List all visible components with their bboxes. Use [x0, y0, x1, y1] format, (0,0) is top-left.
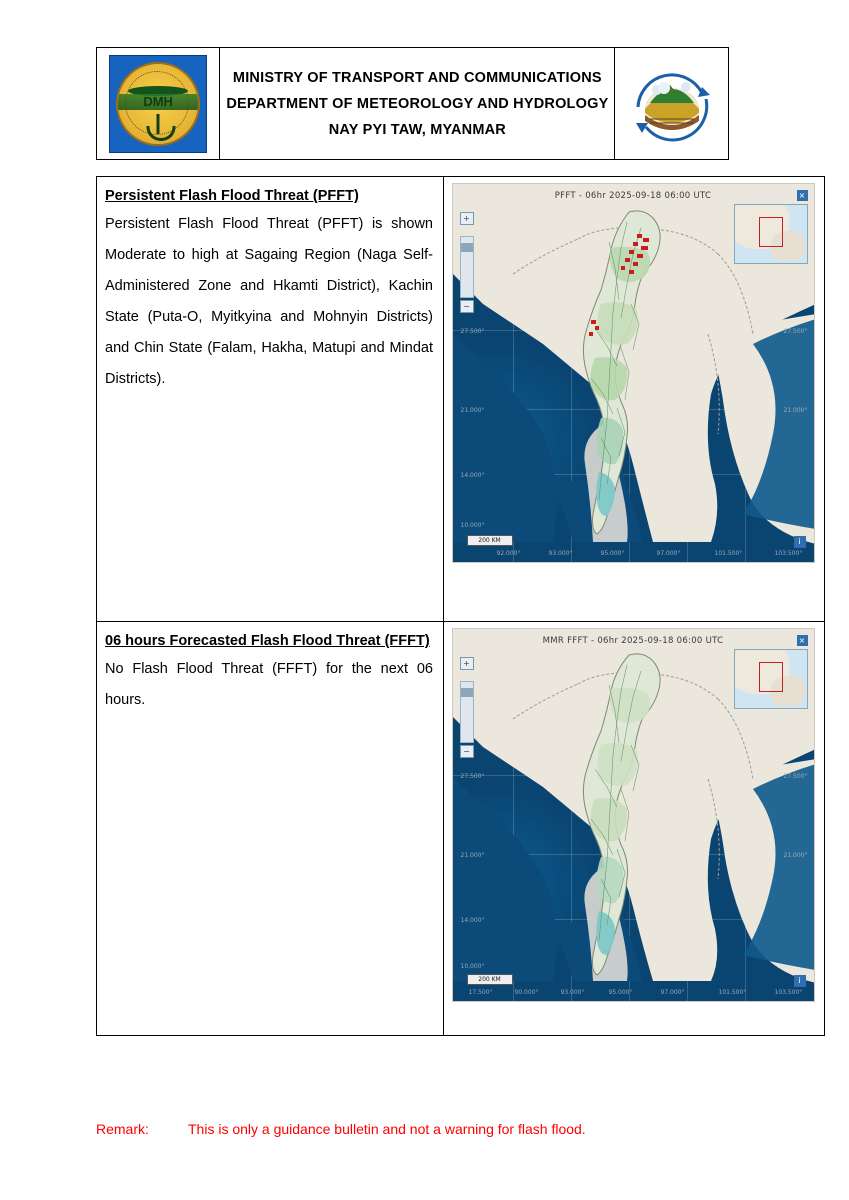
lat-label: 27.500° — [460, 773, 485, 780]
dmh-emblem-icon — [624, 63, 720, 145]
header-title-cell — [220, 48, 615, 159]
lat-label: 21.000° — [460, 407, 485, 414]
map-inset — [734, 204, 808, 264]
lat-label: 14.000° — [460, 917, 485, 924]
remark-text: This is only a guidance bulletin and not a warning for flash flood. — [188, 1121, 586, 1137]
header-line-2: DEPARTMENT OF METEOROLOGY AND HYDROLOGY — [226, 95, 609, 112]
zoom-out-button[interactable]: − — [463, 747, 470, 756]
ffft-title: 06 hours Forecasted Flash Flood Threat (FFFT) — [105, 633, 430, 649]
myanmar-landmass — [571, 208, 701, 538]
lon-label: 103.500° — [774, 550, 803, 557]
lon-label: 101.500° — [718, 989, 747, 996]
map-scalebar: 200 KM — [467, 974, 513, 985]
zoom-in-button[interactable]: + — [463, 214, 470, 223]
zoom-out-control[interactable] — [460, 745, 474, 758]
header-line-3: NAY PYI TAW, MYANMAR — [328, 121, 506, 138]
lon-label: 97.000° — [660, 989, 685, 996]
pfft-map[interactable] — [452, 183, 815, 563]
lat-label: 21.000° — [460, 852, 485, 859]
ffft-map[interactable] — [452, 628, 815, 1002]
zoom-slider[interactable] — [460, 236, 474, 298]
myanmar-landmass — [571, 651, 701, 981]
lon-label: 103.500° — [774, 989, 803, 996]
close-icon[interactable]: × — [797, 635, 808, 646]
remark — [96, 1121, 736, 1137]
ffft-map-cell — [444, 622, 824, 1035]
lat-label: 27.500° — [460, 328, 485, 335]
pfft-text-cell — [97, 177, 444, 621]
remark-label: Remark: — [96, 1121, 149, 1137]
pfft-map-cell — [444, 177, 824, 621]
document-header — [96, 47, 729, 160]
pfft-body: Persistent Flash Flood Threat (PFFT) is shown Moderate to high at Sagaing Region (Naga Self-Administered Zone and Hkamti District), Kachin State (Puta-O, Myitkyina and Mohnyin Districts) and Chin State (Falam, Hakha, Matupi and Mindat Districts). — [105, 216, 433, 387]
lat-label: 14.000° — [460, 472, 485, 479]
lon-label: 17.500° — [468, 989, 493, 996]
zoom-controls[interactable] — [460, 212, 474, 225]
lon-label: 95.000° — [608, 989, 633, 996]
map-scalebar: 200 KM — [467, 535, 513, 546]
lat-label-right: 27.500° — [783, 328, 808, 335]
info-icon[interactable]: i — [794, 536, 806, 548]
table-row — [97, 622, 824, 1035]
ffft-body: No Flash Flood Threat (FFFT) for the next 06 hours. — [105, 661, 433, 708]
bulletin-table — [96, 176, 825, 1036]
header-line-1: MINISTRY OF TRANSPORT AND COMMUNICATIONS — [232, 69, 602, 86]
ministry-seal-icon — [109, 55, 207, 153]
lon-label: 90.000° — [514, 989, 539, 996]
zoom-controls[interactable] — [460, 657, 474, 670]
lon-label: 97.000° — [656, 550, 681, 557]
lon-label: 95.000° — [600, 550, 625, 557]
pfft-title: Persistent Flash Flood Threat (PFFT) — [105, 188, 359, 204]
ffft-text-cell — [97, 622, 444, 1035]
ministry-seal-cell — [97, 48, 220, 159]
zoom-out-control[interactable] — [460, 300, 474, 313]
lat-label-right: 27.500° — [783, 773, 808, 780]
lat-label: 10.000° — [460, 522, 485, 529]
close-icon[interactable]: × — [797, 190, 808, 201]
pfft-map-title: PFFT - 06hr 2025-09-18 06:00 UTC — [554, 191, 712, 201]
info-icon[interactable]: i — [794, 975, 806, 987]
zoom-slider[interactable] — [460, 681, 474, 743]
table-row — [97, 177, 824, 622]
lat-label: 10.000° — [460, 963, 485, 970]
lon-label: 93.000° — [548, 550, 573, 557]
lat-label-right: 21.000° — [783, 852, 808, 859]
map-inset — [734, 649, 808, 709]
zoom-in-button[interactable]: + — [463, 659, 470, 668]
seal-letter: DMH — [143, 93, 173, 109]
lon-label: 101.500° — [714, 550, 743, 557]
lat-label-right: 21.000° — [783, 407, 808, 414]
lon-label: 92.000° — [496, 550, 521, 557]
lon-label: 93.000° — [560, 989, 585, 996]
dmh-emblem-cell — [615, 48, 728, 159]
ffft-map-title: MMR FFFT - 06hr 2025-09-18 06:00 UTC — [542, 636, 724, 646]
zoom-out-button[interactable]: − — [463, 302, 470, 311]
